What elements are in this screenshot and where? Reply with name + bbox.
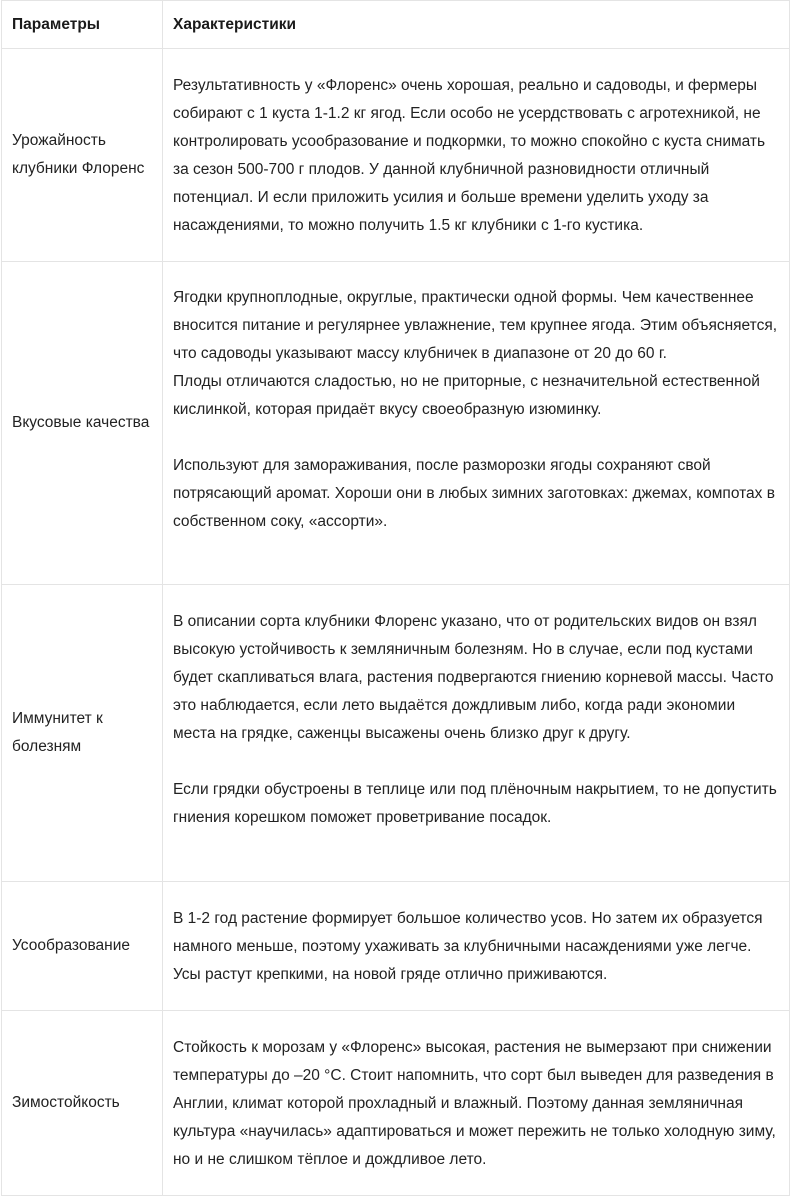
- parameters-table: [1, 0, 790, 1196]
- description-paragraph: Используют для замораживания, после разморозки ягоды сохраняют свой потрясающий аромат. Хороши они в любых зимних заготовках: джемах, компотах в собственном соку, «ассорти».: [173, 457, 775, 530]
- description-paragraph: Ягодки крупноплодные, округлые, практически одной формы. Чем качественнее вносится питание и регулярнее увлажнение, тем крупнее ягода. Этим объясняется, что садоводы указывают массу клубничек в диапазоне от 20 до 60 г.: [173, 289, 778, 362]
- parameter-description-winter-hardiness: [163, 1011, 790, 1196]
- parameter-name-winter-hardiness: Зимостойкость: [2, 1011, 163, 1196]
- table-row: [2, 1011, 790, 1196]
- parameter-name-taste: Вкусовые качества: [2, 262, 163, 585]
- column-header-parameters: Параметры: [2, 1, 163, 49]
- parameter-description-runners: [163, 882, 790, 1011]
- table-row: [2, 882, 790, 1011]
- column-header-characteristics: Характеристики: [163, 1, 790, 49]
- description-paragraph: Стойкость к морозам у «Флоренс» высокая, растения не вымерзают при снижении температуры до –20 °С. Стоит напомнить, что сорт был выведен для разведения в Англии, климат которой прохладный и влажный. Поэтому данная земляничная культура «научилась» адаптироваться и может пережить не только холодную зиму, но и не слишком тёплое и дождливое лето.: [173, 1039, 776, 1168]
- parameter-name-yield: Урожайность клубники Флоренс: [2, 49, 163, 262]
- description-paragraph: Плоды отличаются сладостью, но не приторные, с незначительной естественной кислинкой, которая придаёт вкусу своеобразную изюминку.: [173, 373, 760, 418]
- parameter-name-runners: Усообразование: [2, 882, 163, 1011]
- table-row: [2, 49, 790, 262]
- parameter-description-yield: [163, 49, 790, 262]
- description-paragraph: Если грядки обустроены в теплице или под плёночным накрытием, то не допустить гниения корешком поможет проветривание посадок.: [173, 781, 777, 826]
- table-row: [2, 585, 790, 882]
- table-header-row: [2, 1, 790, 49]
- parameter-description-taste: [163, 262, 790, 585]
- description-paragraph: Результативность у «Флоренс» очень хорошая, реально и садоводы, и фермеры собирают с 1 куста 1-1.2 кг ягод. Если особо не усердствовать с агротехникой, не контролировать усообразование и подкормки, то можно спокойно с куста снимать за сезон 500-700 г плодов. У данной клубничной разновидности отличный потенциал. И если приложить усилия и больше времени уделить уходу за насаждениями, то можно получить 1.5 кг клубники с 1-го кустика.: [173, 77, 766, 234]
- description-paragraph: В 1-2 год растение формирует большое количество усов. Но затем их образуется намного меньше, поэтому ухаживать за клубничными насаждениями уже легче. Усы растут крепкими, на новой гряде отлично приживаются.: [173, 910, 763, 983]
- table-row: [2, 262, 790, 585]
- description-paragraph: В описании сорта клубники Флоренс указано, что от родительских видов он взял высокую устойчивость к земляничным болезням. Но в случае, если под кустами будет скапливаться влага, растения подвергаются гниению корневой массы. Часто это наблюдается, если лето выдаётся дождливым либо, когда ради экономии места на грядке, саженцы высажены очень близко друг к другу.: [173, 613, 774, 742]
- parameter-name-immunity: Иммунитет к болезням: [2, 585, 163, 882]
- parameter-description-immunity: [163, 585, 790, 882]
